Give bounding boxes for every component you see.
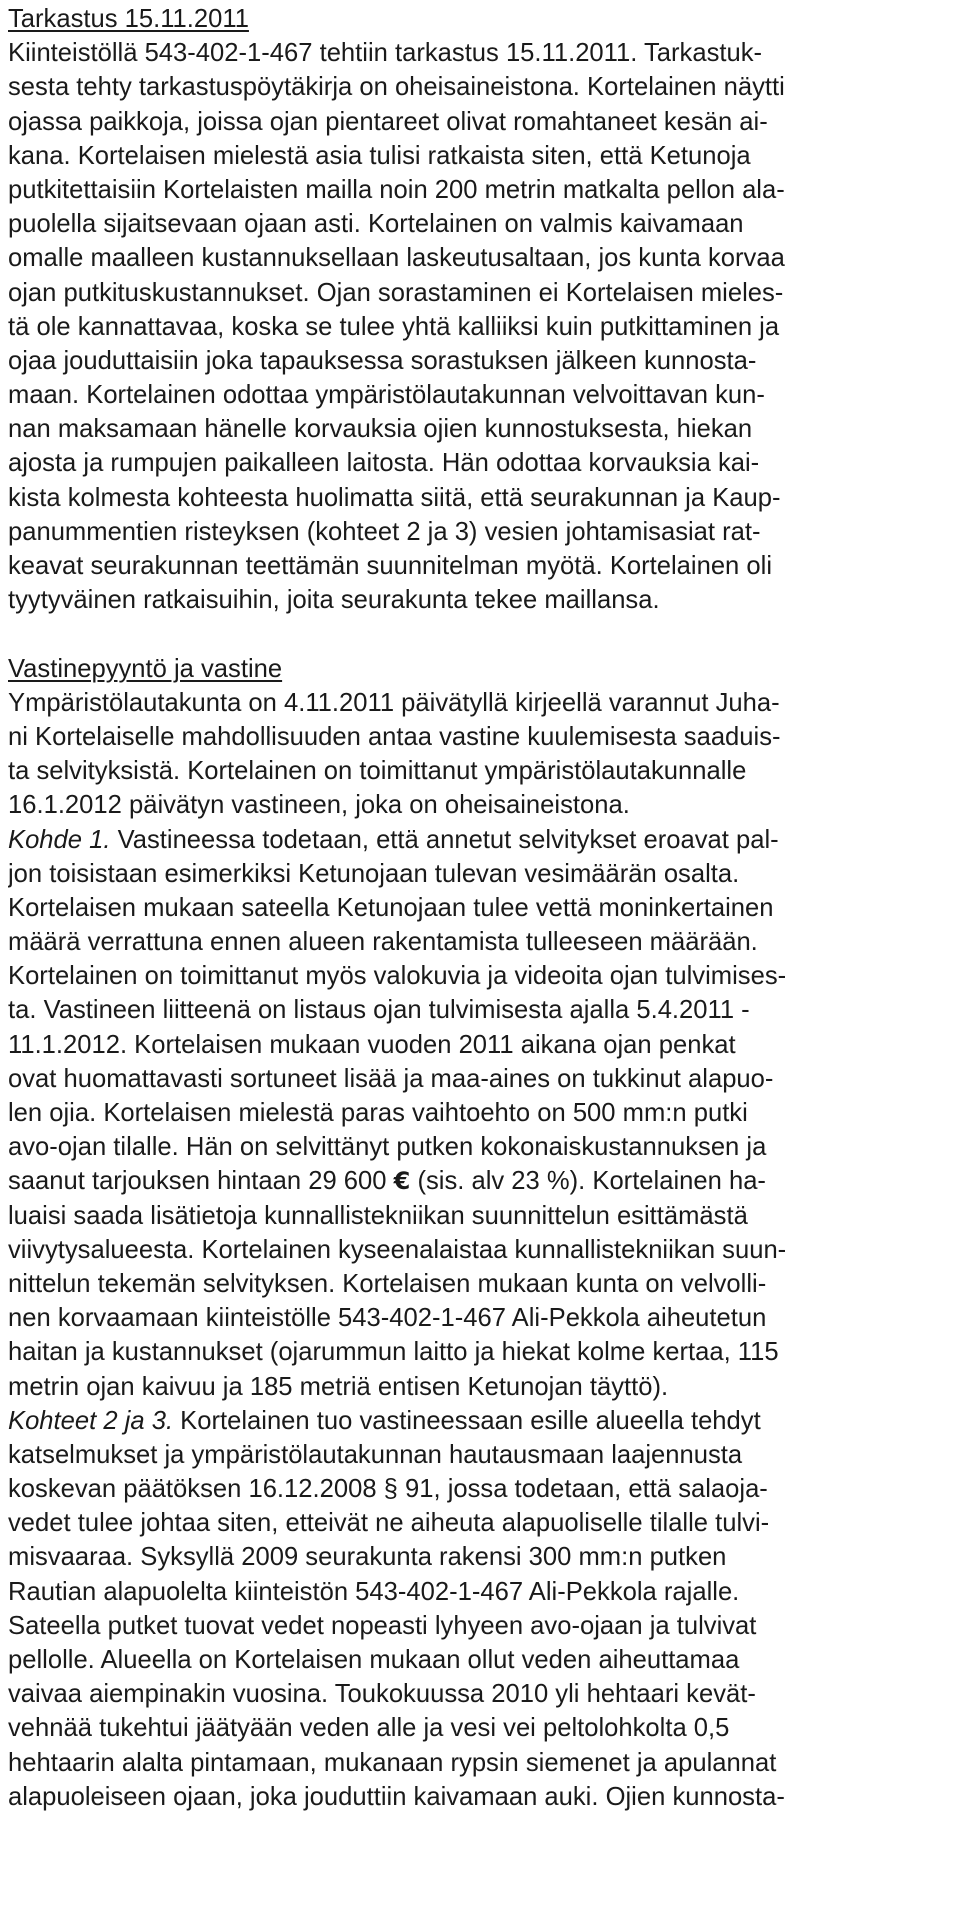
section-vastine (8, 652, 952, 1814)
section-heading: Vastinepyyntö ja vastine (8, 654, 283, 683)
kohteet23-line (8, 1404, 952, 1438)
kohde1-label: Kohde 1. (8, 825, 111, 854)
section-tarkastus (8, 2, 952, 617)
text-line: hehtaarin alalta pintamaan, mukanaan rypsin siemenet ja apulannat (8, 1748, 777, 1777)
text-line: katselmukset ja ympäristölautakunnan hautausmaan laajennusta (8, 1440, 743, 1469)
text-line: omalle maalleen kustannuksellaan laskeutusaltaan, jos kunta korvaa (8, 244, 785, 273)
text-line: ajosta ja rumpujen paikalleen laitosta. Hän odottaa korvauksia kai- (8, 449, 760, 478)
text-line: määrä verrattuna ennen alueen rakentamista tulleeseen määrään. (8, 928, 758, 957)
price-text-after: (sis. alv 23 %). Kortelainen ha- (410, 1167, 766, 1196)
text-line: panummentien risteyksen (kohteet 2 ja 3) vesien johtamisasiat rat- (8, 517, 761, 546)
text-line: luaisi saada lisätietoja kunnallistekniikan suunnittelun esittämästä (8, 1201, 748, 1230)
text-line: haitan ja kustannukset (ojarummun laitto ja hiekat kolme kertaa, 115 (8, 1338, 779, 1367)
euro-symbol: € (393, 1167, 411, 1196)
text-line: ovat huomattavasti sortuneet lisää ja maa-aines on tukkinut alapuo- (8, 1064, 774, 1093)
text-line: misvaaraa. Syksyllä 2009 seurakunta rakensi 300 mm:n putken (8, 1543, 727, 1572)
text-line: ta selvityksistä. Kortelainen on toimittanut ympäristölautakunnalle (8, 757, 747, 786)
price-text-before: saanut tarjouksen hintaan 29 600 (8, 1167, 394, 1196)
section-body (8, 686, 952, 1814)
text-line: Kiinteistöllä 543-402-1-467 tehtiin tarkastus 15.11.2011. Tarkastuk- (8, 39, 763, 68)
text-line: ta. Vastineen liitteenä on listaus ojan tulvimisesta ajalla 5.4.2011 - (8, 996, 750, 1025)
text-line: putkitettaisiin Kortelaisten mailla noin 200 metrin matkalta pellon ala- (8, 175, 785, 204)
text-line: Kortelainen on toimittanut myös valokuvia ja videoita ojan tulvimises- (8, 962, 787, 991)
kohteet23-label: Kohteet 2 ja 3. (8, 1406, 174, 1435)
text-line: nen korvaamaan kiinteistölle 543-402-1-467 Ali-Pekkola aiheutetun (8, 1304, 767, 1333)
text-line: ojaa jouduttaisiin joka tapauksessa sorastuksen jälkeen kunnosta- (8, 346, 757, 375)
kohteet23-text: Kortelainen tuo vastineessaan esille alueella tehdyt (173, 1406, 761, 1435)
text-line: Kortelaisen mukaan sateella Ketunojaan tulee vettä moninkertainen (8, 893, 774, 922)
text-line: viivytysalueesta. Kortelainen kyseenalaistaa kunnallistekniikan suun- (8, 1235, 787, 1264)
text-line: nan maksamaan hänelle korvauksia ojien kunnostuksesta, hiekan (8, 415, 753, 444)
text-line: avo-ojan tilalle. Hän on selvittänyt putken kokonaiskustannuksen ja (8, 1133, 767, 1162)
text-line: ojan putkituskustannukset. Ojan sorastaminen ei Kortelaisen mieles- (8, 278, 784, 307)
kohde1-line (8, 823, 952, 857)
text-line: ojassa paikkoja, joissa ojan pientareet olivat romahtaneet kesän ai- (8, 107, 768, 136)
section-heading: Tarkastus 15.11.2011 (8, 5, 249, 33)
text-line: jon toisistaan esimerkiksi Ketunojaan tulevan vesimäärän osalta. (8, 859, 740, 888)
text-line: vedet tulee johtaa siten, etteivät ne aiheuta alapuoliselle tilalle tulvi- (8, 1509, 770, 1538)
text-line: Sateella putket tuovat vedet nopeasti lyhyeen avo-ojaan ja tulvivat (8, 1611, 757, 1640)
text-line: maan. Kortelainen odottaa ympäristölautakunnan velvoittavan kun- (8, 381, 765, 410)
paragraph-gap (8, 617, 952, 651)
text-line: kista kolmesta kohteesta huolimatta siitä, että seurakunnan ja Kaup- (8, 483, 781, 512)
price-line (8, 1164, 952, 1198)
text-line: 11.1.2012. Kortelaisen mukaan vuoden 2011 aikana ojan penkat (8, 1030, 736, 1059)
text-line: tä ole kannattavaa, koska se tulee yhtä kalliiksi kuin putkittaminen ja (8, 312, 780, 341)
text-line: metrin ojan kaivuu ja 185 metriä entisen Ketunojan täyttö). (8, 1372, 669, 1401)
text-line: vehnää tukehtui jäätyään veden alle ja vesi vei peltolohkolta 0,5 (8, 1714, 730, 1743)
text-line: alapuoleiseen ojaan, joka jouduttiin kaivamaan auki. Ojien kunnosta- (8, 1782, 785, 1811)
text-line: Rautian alapuolelta kiinteistön 543-402-1-467 Ali-Pekkola rajalle. (8, 1577, 740, 1606)
kohde1-text: Vastineessa todetaan, että annetut selvitykset eroavat pal- (110, 825, 779, 854)
text-line: pellolle. Alueella on Kortelaisen mukaan ollut veden aiheuttamaa (8, 1646, 740, 1674)
section-body (8, 36, 952, 617)
text-line: ni Kortelaiselle mahdollisuuden antaa vastine kuulemisesta saaduis- (8, 722, 781, 751)
text-line: nittelun tekemän selvityksen. Kortelaisen mukaan kunta on velvolli- (8, 1269, 767, 1298)
text-line: sesta tehty tarkastuspöytäkirja on oheisaineistona. Kortelainen näytti (8, 73, 785, 102)
text-line: 16.1.2012 päivätyn vastineen, joka on oheisaineistona. (8, 791, 630, 820)
text-line: tyytyväinen ratkaisuihin, joita seurakunta tekee maillansa. (8, 586, 660, 615)
text-line: keavat seurakunnan teettämän suunnitelman myötä. Kortelainen oli (8, 552, 773, 580)
text-line: len ojia. Kortelaisen mielestä paras vaihtoehto on 500 mm:n putki (8, 1099, 748, 1127)
text-line: puolella sijaitsevaan ojaan asti. Kortelainen on valmis kaivamaan (8, 210, 744, 239)
text-line: kana. Kortelaisen mielestä asia tulisi ratkaista siten, että Ketunoja (8, 141, 751, 170)
text-line: vaivaa aiempinakin vuosina. Toukokuussa 2010 yli hehtaari kevät- (8, 1680, 756, 1709)
text-line: Ympäristölautakunta on 4.11.2011 päivätyllä kirjeellä varannut Juha- (8, 688, 780, 717)
text-line: koskevan päätöksen 16.12.2008 § 91, jossa todetaan, että salaoja- (8, 1475, 768, 1504)
